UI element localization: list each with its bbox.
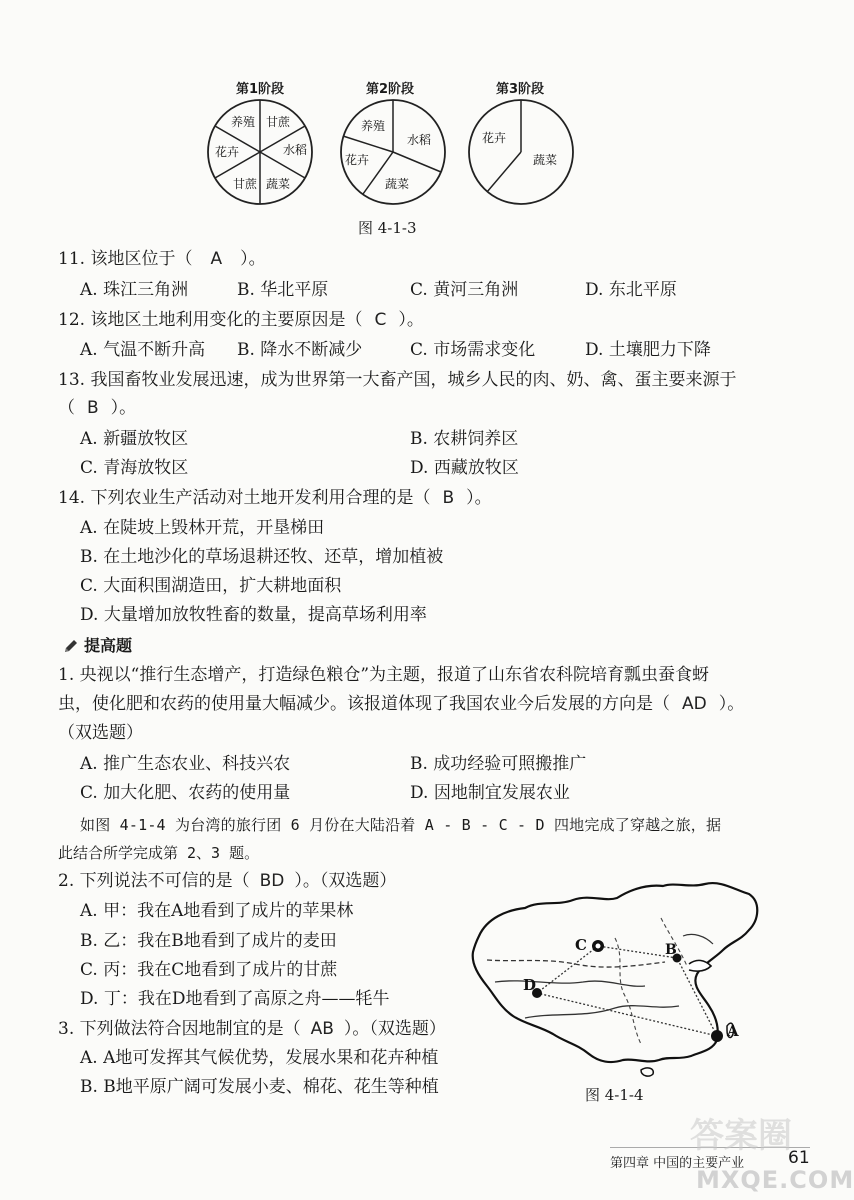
section-title: 提高题 — [84, 636, 133, 655]
p1-stem-suffix: ）。 — [718, 694, 745, 714]
hainan-island — [641, 1068, 653, 1076]
footer-page-number: 61 — [788, 1148, 810, 1168]
pie2-label-yangzhi: 养殖 — [361, 119, 386, 133]
q12-option-d: D. 土壤肥力下降 — [585, 340, 711, 360]
figure-413-caption: 图 4-1-3 — [358, 219, 417, 237]
pie-charts — [195, 92, 595, 217]
q12-stem — [58, 307, 424, 333]
pie1-label-shucai: 蔬菜 — [266, 177, 291, 191]
q13-option-c: C. 青海放牧区 — [80, 458, 189, 478]
q12-option-b: B. 降水不断减少 — [237, 340, 363, 360]
q12-answer: C — [374, 310, 387, 330]
map-label-b: B — [665, 942, 677, 958]
p3-stem — [58, 1016, 446, 1042]
travel-route — [537, 946, 717, 1036]
q14-option-c: C. 大面积围湖造田，扩大耕地面积 — [80, 576, 342, 596]
pie2-label-shucai: 蔬菜 — [385, 177, 410, 191]
pie1-label-huahui: 花卉 — [215, 145, 240, 159]
q13-option-d: D. 西藏放牧区 — [410, 458, 519, 478]
intro-line1: 如图 4-1-4 为台湾的旅行团 6 月份在大陆沿着 A - B - C - D 四地完成了穿越之旅，据 — [80, 816, 722, 834]
p1-stem-line3: （双选题） — [58, 723, 143, 743]
pie-stage1 — [208, 100, 312, 204]
pie3-label-huahui: 花卉 — [482, 131, 507, 145]
q14-option-d: D. 大量增加放牧牲畜的数量，提高草场利用率 — [80, 605, 427, 625]
p3-option-b: B. B地平原广阔可发展小麦、棉花、花生等种植 — [80, 1077, 439, 1097]
p2-option-d: D. 丁：我在D地看到了高原之舟——牦牛 — [80, 989, 390, 1009]
q13-stem-suffix: ）。 — [110, 398, 137, 418]
q13-answer: B — [87, 398, 99, 418]
q11-option-b: B. 华北平原 — [237, 280, 329, 300]
p1-stem-prefix: 虫，使化肥和农药的使用量大幅减少。该报道体现了我国农业今后发展的方向是（ — [58, 694, 670, 714]
p2-stem-prefix: 2. 下列说法不可信的是（ — [58, 871, 250, 891]
intro-line2: 此结合所学完成第 2、3 题。 — [58, 844, 260, 862]
p2-stem-suffix: ）。（双选题） — [294, 871, 397, 891]
pie1-label-yangzhi: 养殖 — [231, 115, 256, 129]
q12-option-a: A. 气温不断升高 — [80, 340, 206, 360]
q11-option-a: A. 珠江三角洲 — [80, 280, 189, 300]
figure-414-caption: 图 4-1-4 — [585, 1086, 644, 1104]
china-map — [465, 878, 770, 1078]
stage1-title: 第1阶段 — [236, 82, 285, 97]
q11-option-d: D. 东北平原 — [585, 280, 677, 300]
p1-option-c: C. 加大化肥、农药的使用量 — [80, 783, 291, 803]
q11-stem-suffix: ）。 — [240, 249, 266, 269]
p3-answer: AB — [310, 1019, 334, 1039]
pie1-label-ganzhe: 甘蔗 — [233, 177, 258, 191]
p2-stem — [58, 868, 396, 894]
p3-stem-prefix: 3. 下列做法符合因地制宜的是（ — [58, 1019, 301, 1039]
q11-answer: A — [210, 249, 223, 269]
q11-stem-prefix: 11. 该地区位于（ — [58, 249, 193, 269]
q14-option-b: B. 在土地沙化的草场退耕还牧、还草，增加植被 — [80, 547, 444, 567]
q13-stem-line1: 13. 我国畜牧业发展迅速，成为世界第一大畜产国，城乡人民的肉、奶、禽、蛋主要来源于 — [58, 370, 737, 390]
p2-option-a: A. 甲：我在A地看到了成片的苹果林 — [80, 901, 354, 921]
p2-option-c: C. 丙：我在C地看到了成片的甘蔗 — [80, 960, 338, 980]
pie3-label-shucai: 蔬菜 — [533, 153, 558, 167]
watermark-cn: 答案圈 — [690, 1116, 792, 1156]
p2-answer: BD — [259, 871, 285, 891]
p1-stem-line2 — [58, 691, 744, 717]
q14-stem — [58, 485, 492, 511]
q12-option-c: C. 市场需求变化 — [410, 340, 536, 360]
q13-option-b: B. 农耕饲养区 — [410, 429, 519, 449]
watermark-site: MXQE.COM — [696, 1166, 854, 1194]
q14-stem-suffix: ）。 — [466, 488, 492, 508]
q11-option-c: C. 黄河三角洲 — [410, 280, 519, 300]
footer-chapter: 第四章 中国的主要产业 — [610, 1156, 745, 1171]
p1-option-b: B. 成功经验可照搬推广 — [410, 754, 587, 774]
map-label-a: A — [727, 1022, 739, 1040]
q11-stem — [58, 246, 266, 272]
p1-option-a: A. 推广生态农业、科技兴农 — [80, 754, 291, 774]
p1-option-d: D. 因地制宜发展农业 — [410, 783, 570, 803]
q13-stem-line2 — [58, 395, 136, 421]
p2-option-b: B. 乙：我在B地看到了成片的麦田 — [80, 931, 337, 951]
q14-option-a: A. 在陡坡上毁林开荒，开垦梯田 — [80, 518, 325, 538]
p1-stem-line1: 1. 央视以“推行生态增产，打造绿色粮仓”为主题，报道了山东省农科院培育瓢虫蚕食蚜 — [58, 665, 710, 685]
q14-answer: B — [442, 488, 455, 508]
pie2-label-shuidao: 水稻 — [407, 133, 432, 147]
stage3-title: 第3阶段 — [496, 82, 545, 97]
pencil-icon — [62, 637, 80, 655]
q12-stem-prefix: 12. 该地区土地利用变化的主要原因是（ — [58, 310, 363, 330]
stage2-title: 第2阶段 — [366, 82, 415, 97]
p3-option-a: A. A地可发挥其气候优势，发展水果和花卉种植 — [80, 1048, 439, 1068]
q13-option-a: A. 新疆放牧区 — [80, 429, 189, 449]
q12-stem-suffix: ）。 — [398, 310, 424, 330]
p1-answer: AD — [682, 694, 707, 714]
pie2-label-huahui: 花卉 — [345, 153, 370, 167]
q14-stem-prefix: 14. 下列农业生产活动对土地开发利用合理的是（ — [58, 488, 431, 508]
map-point-a — [711, 1030, 723, 1042]
map-label-d: D — [523, 976, 537, 994]
pie-stage3 — [469, 100, 573, 204]
p3-stem-suffix: ）。（双选题） — [343, 1019, 446, 1039]
map-label-c: C — [575, 936, 587, 954]
pie1-label-shuidao: 水稻 — [283, 143, 308, 157]
pie1-label-ganzhe-top: 甘蔗 — [266, 115, 291, 129]
pie-stage2 — [341, 100, 445, 204]
q13-stem-prefix: （ — [58, 398, 75, 418]
